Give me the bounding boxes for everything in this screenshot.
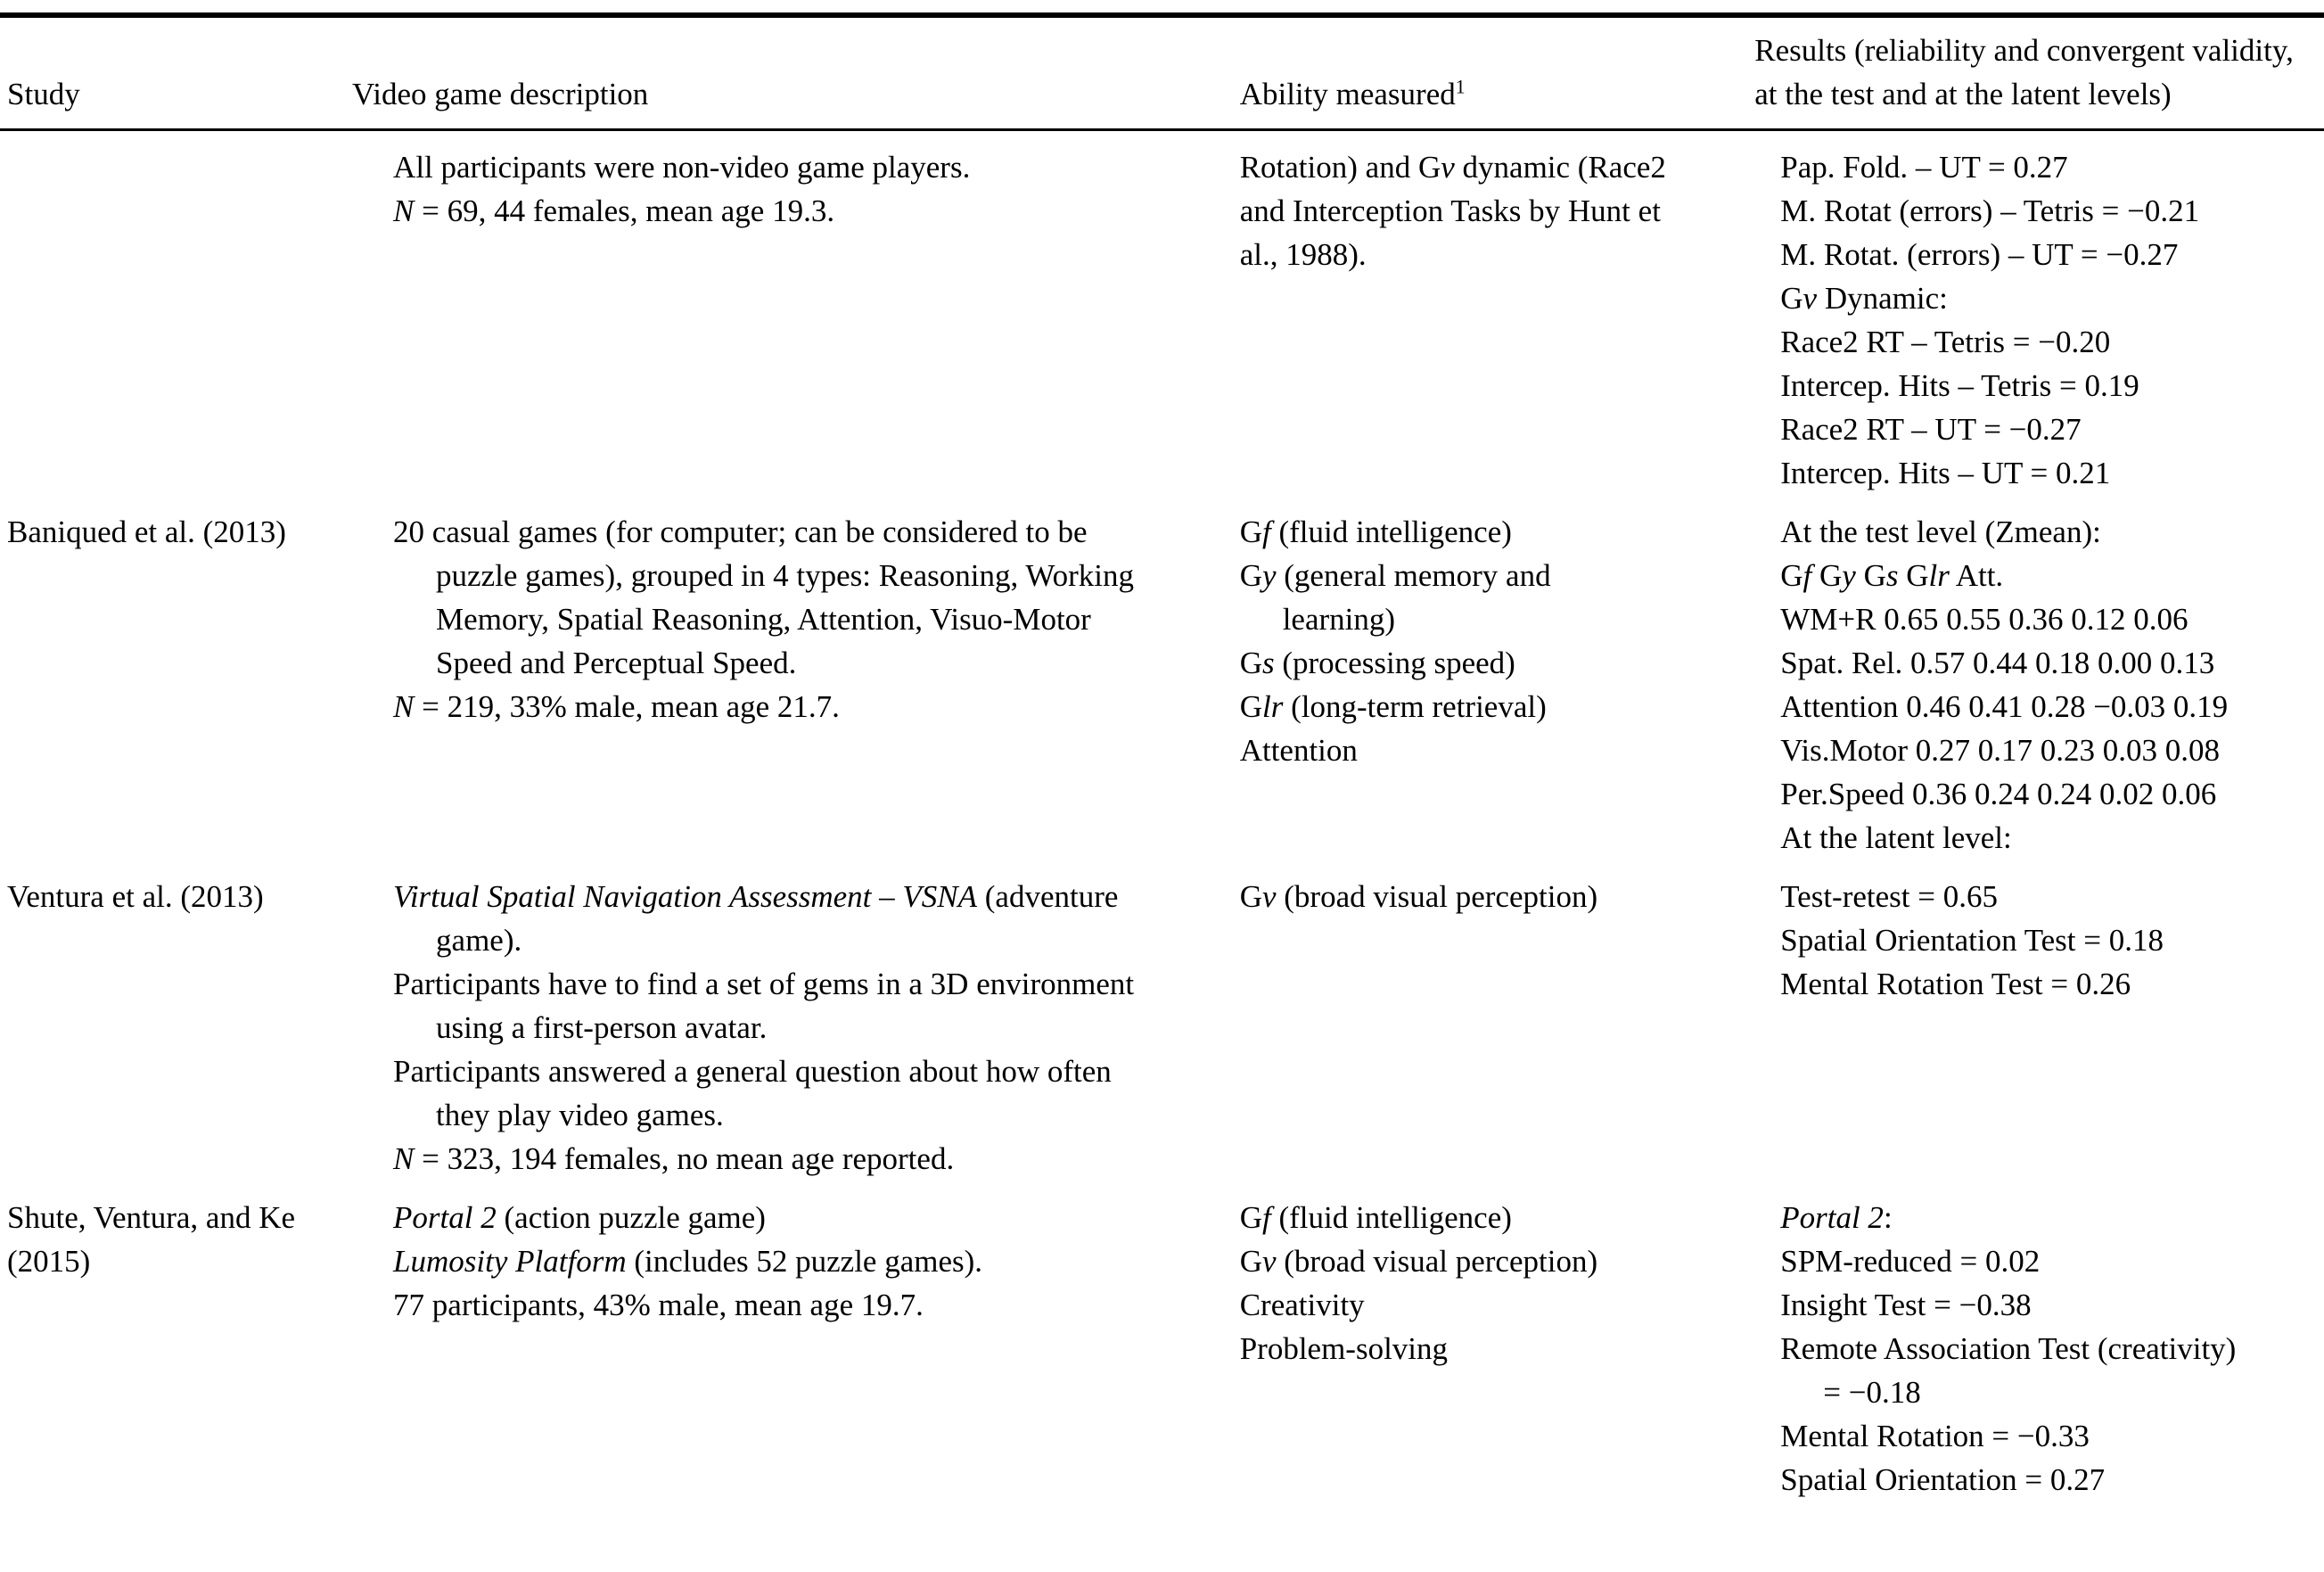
text-line — [1780, 1239, 2320, 1283]
column-header-results — [1743, 15, 2324, 130]
text-line — [1780, 772, 2320, 816]
text-line — [1780, 641, 2320, 685]
column-header-label: Video game description — [352, 77, 649, 111]
table-row — [0, 1181, 2324, 1502]
text-line — [393, 510, 1225, 554]
italic-text: N — [393, 1141, 415, 1176]
text: game). — [436, 923, 522, 958]
text: Per.Speed 0.36 0.24 0.24 0.02 0.06 — [1780, 777, 2217, 811]
text-line — [1823, 1370, 2320, 1414]
text-line — [1780, 728, 2320, 772]
text: using a first-person avatar. — [436, 1010, 768, 1045]
italic-text: s — [1261, 646, 1275, 680]
text-line — [1240, 1239, 1739, 1283]
cell-description — [349, 496, 1232, 860]
text: al., 1988). — [1239, 237, 1367, 272]
text: Memory, Spatial Reasoning, Attention, Visuo-Motor — [436, 602, 1091, 637]
italic-text: lr — [1261, 689, 1284, 724]
text: dynamic (Race2 — [1454, 150, 1666, 185]
cell-description — [349, 1181, 1232, 1502]
text: and Interception Tasks by Hunt et — [1239, 193, 1661, 228]
text: Attention 0.46 0.41 0.28 −0.03 0.19 — [1780, 689, 2229, 724]
text: M. Rotat (errors) – Tetris = −0.21 — [1780, 193, 2200, 228]
text: Problem-solving — [1239, 1331, 1449, 1366]
table-body — [0, 130, 2324, 1503]
text: (processing speed) — [1274, 646, 1515, 680]
text-line — [436, 1006, 1225, 1049]
italic-text: N — [393, 193, 415, 228]
text: Race2 RT – UT = −0.27 — [1780, 412, 2082, 447]
text-line — [393, 1137, 1225, 1181]
text: Insight Test = −0.38 — [1780, 1288, 2032, 1322]
cell-description — [349, 130, 1232, 497]
paper-page — [0, 12, 2324, 1572]
text-line — [1780, 276, 2320, 320]
header-row — [0, 15, 2324, 130]
text: Mental Rotation = −0.33 — [1780, 1419, 2090, 1453]
text-line — [1240, 1283, 1739, 1327]
text-line — [1240, 1196, 1739, 1239]
text-line — [436, 597, 1225, 641]
column-header-label: Ability measured — [1239, 77, 1456, 111]
text-line — [393, 685, 1225, 728]
text-line — [1240, 554, 1739, 597]
column-header-ability — [1232, 15, 1744, 130]
cell-results — [1743, 496, 2324, 860]
text: (general memory and — [1276, 558, 1551, 593]
table-row — [0, 860, 2324, 1181]
text-line — [1780, 597, 2320, 641]
text-line — [1240, 875, 1739, 918]
table-header — [0, 15, 2324, 130]
cell-results — [1743, 860, 2324, 1181]
text-line — [393, 962, 1225, 1006]
text-line — [1283, 597, 1739, 641]
text-line — [393, 1049, 1225, 1093]
text-line — [393, 145, 1225, 189]
text: 20 casual games (for computer; can be considered to be — [393, 514, 1088, 549]
text: At the test level (Zmean): — [1780, 514, 2101, 549]
text: Rotation) and G — [1239, 150, 1441, 185]
text: (broad visual perception) — [1276, 879, 1598, 914]
text: Test-retest = 0.65 — [1780, 879, 1998, 914]
text-line — [1780, 189, 2320, 233]
cell-ability — [1232, 860, 1744, 1181]
text: G — [1239, 646, 1262, 680]
text: (adventure — [977, 879, 1119, 914]
italic-text: y — [1261, 558, 1277, 593]
text: Race2 RT – Tetris = −0.20 — [1780, 325, 2111, 359]
text-line — [436, 641, 1225, 685]
italic-text: v — [1803, 281, 1818, 316]
text: Spatial Orientation Test = 0.18 — [1780, 923, 2164, 958]
text-line — [1780, 320, 2320, 364]
cell-ability — [1232, 496, 1744, 860]
text-line — [1240, 728, 1739, 772]
text-line — [393, 1283, 1225, 1327]
italic-text: v — [1261, 1244, 1277, 1279]
italic-text: v — [1261, 879, 1277, 914]
text-line — [1240, 510, 1739, 554]
text: they play video games. — [436, 1098, 724, 1132]
text-line — [1780, 233, 2320, 276]
text-line — [393, 1196, 1225, 1239]
italic-text: y — [1842, 558, 1856, 593]
text: SPM-reduced = 0.02 — [1780, 1244, 2041, 1279]
italic-text: f — [1803, 558, 1812, 593]
text: G — [1855, 558, 1886, 593]
cell-study: Baniqued et al. (2013) — [7, 514, 286, 549]
text-line — [1780, 407, 2320, 451]
text: G — [1239, 879, 1262, 914]
italic-text: v — [1441, 150, 1455, 185]
text-line — [1780, 554, 2320, 597]
column-header-description — [349, 15, 1232, 130]
text-line — [1780, 875, 2320, 918]
text: G — [1239, 689, 1262, 724]
text-line — [1240, 685, 1739, 728]
text-line — [1780, 1458, 2320, 1502]
cell-study — [0, 130, 349, 497]
cell-study: Shute, Ventura, and Ke (2015) — [7, 1200, 296, 1279]
text-line — [1780, 962, 2320, 1006]
italic-text: f — [1261, 514, 1271, 549]
text-line — [1780, 510, 2320, 554]
footnote-marker: 1 — [1455, 76, 1466, 98]
text: Creativity — [1239, 1288, 1365, 1322]
text: Speed and Perceptual Speed. — [436, 646, 797, 680]
text-line — [393, 875, 1225, 918]
text: Pap. Fold. – UT = 0.27 — [1780, 150, 2068, 185]
text-line — [393, 189, 1225, 233]
cell-study: Ventura et al. (2013) — [7, 879, 264, 914]
cell-results — [1743, 1181, 2324, 1502]
italic-text: Lumosity Platform — [393, 1244, 627, 1279]
text: Intercep. Hits – UT = 0.21 — [1780, 456, 2111, 490]
text-line — [1240, 145, 1739, 189]
text-line — [436, 918, 1225, 962]
text: Spatial Orientation = 0.27 — [1780, 1462, 2106, 1497]
text-line — [1780, 1327, 2320, 1370]
text: = −0.18 — [1823, 1375, 1921, 1410]
italic-text: s — [1885, 558, 1899, 593]
text: Spat. Rel. 0.57 0.44 0.18 0.00 0.13 — [1780, 646, 2215, 680]
text-line — [436, 554, 1225, 597]
text-line — [1780, 685, 2320, 728]
text-line — [1780, 364, 2320, 407]
text: puzzle games), grouped in 4 types: Reasoning, Working — [436, 558, 1134, 593]
text: Attention — [1239, 733, 1358, 768]
text: = 69, 44 females, mean age 19.3. — [414, 193, 835, 228]
text: WM+R 0.65 0.55 0.36 0.12 0.06 — [1780, 602, 2189, 637]
text: (broad visual perception) — [1276, 1244, 1598, 1279]
text-line — [1780, 1414, 2320, 1458]
table-row — [0, 496, 2324, 860]
text: (includes 52 puzzle games). — [626, 1244, 983, 1279]
text: G — [1780, 281, 1803, 316]
text: = 219, 33% male, mean age 21.7. — [414, 689, 840, 724]
text: Att. — [1949, 558, 2004, 593]
text-line — [1780, 451, 2320, 495]
text: Participants have to find a set of gems in a 3D environment — [393, 967, 1135, 1001]
study-results-table — [0, 12, 2324, 1502]
text: G — [1239, 514, 1262, 549]
text-line — [1780, 145, 2320, 189]
italic-text: Portal 2 — [393, 1200, 497, 1235]
text-line — [1240, 1327, 1739, 1370]
text-line — [393, 1239, 1225, 1283]
text: G — [1898, 558, 1929, 593]
column-header-label: Study — [7, 77, 80, 111]
text: : — [1883, 1200, 1893, 1235]
text: (fluid intelligence) — [1270, 514, 1512, 549]
text: = 323, 194 females, no mean age reported. — [414, 1141, 955, 1176]
cell-ability — [1232, 1181, 1744, 1502]
text: Mental Rotation Test = 0.26 — [1780, 967, 2131, 1001]
text-line — [1780, 1196, 2320, 1239]
text: Vis.Motor 0.27 0.17 0.23 0.03 0.08 — [1780, 733, 2221, 768]
cell-ability — [1232, 130, 1744, 497]
text-line — [1780, 918, 2320, 962]
italic-text: lr — [1928, 558, 1950, 593]
italic-text: f — [1261, 1200, 1271, 1235]
text: G — [1239, 1244, 1262, 1279]
text-line — [1240, 641, 1739, 685]
cell-description — [349, 860, 1232, 1181]
text: learning) — [1282, 602, 1396, 637]
text-line — [436, 1093, 1225, 1137]
text: Intercep. Hits – Tetris = 0.19 — [1780, 368, 2139, 403]
table-row — [0, 130, 2324, 497]
italic-text: N — [393, 689, 415, 724]
text: (fluid intelligence) — [1270, 1200, 1512, 1235]
text-line — [1780, 1283, 2320, 1327]
text: G — [1780, 558, 1803, 593]
text: (long-term retrieval) — [1283, 689, 1547, 724]
text: All participants were non-video game players. — [393, 150, 971, 185]
cell-results — [1743, 130, 2324, 497]
text-line — [1240, 189, 1739, 233]
text: M. Rotat. (errors) – UT = −0.27 — [1780, 237, 2179, 272]
text: Participants answered a general question about how often — [393, 1054, 1112, 1089]
text: Remote Association Test (creativity) — [1780, 1331, 2237, 1366]
column-header-study — [0, 15, 349, 130]
text: G — [1239, 1200, 1262, 1235]
text: (action puzzle game) — [496, 1200, 766, 1235]
text-line — [1780, 816, 2320, 860]
text-line — [1240, 233, 1739, 276]
text: At the latent level: — [1780, 820, 2012, 855]
text: 77 participants, 43% male, mean age 19.7. — [393, 1288, 924, 1322]
column-header-label: Results (reliability and convergent validity, at the test and at the latent levels) — [1754, 33, 2294, 111]
text: G — [1811, 558, 1843, 593]
italic-text: Portal 2 — [1780, 1200, 1884, 1235]
text: G — [1239, 558, 1262, 593]
italic-text: Virtual Spatial Navigation Assessment – VSNA — [393, 879, 977, 914]
text: Dynamic: — [1817, 281, 1948, 316]
